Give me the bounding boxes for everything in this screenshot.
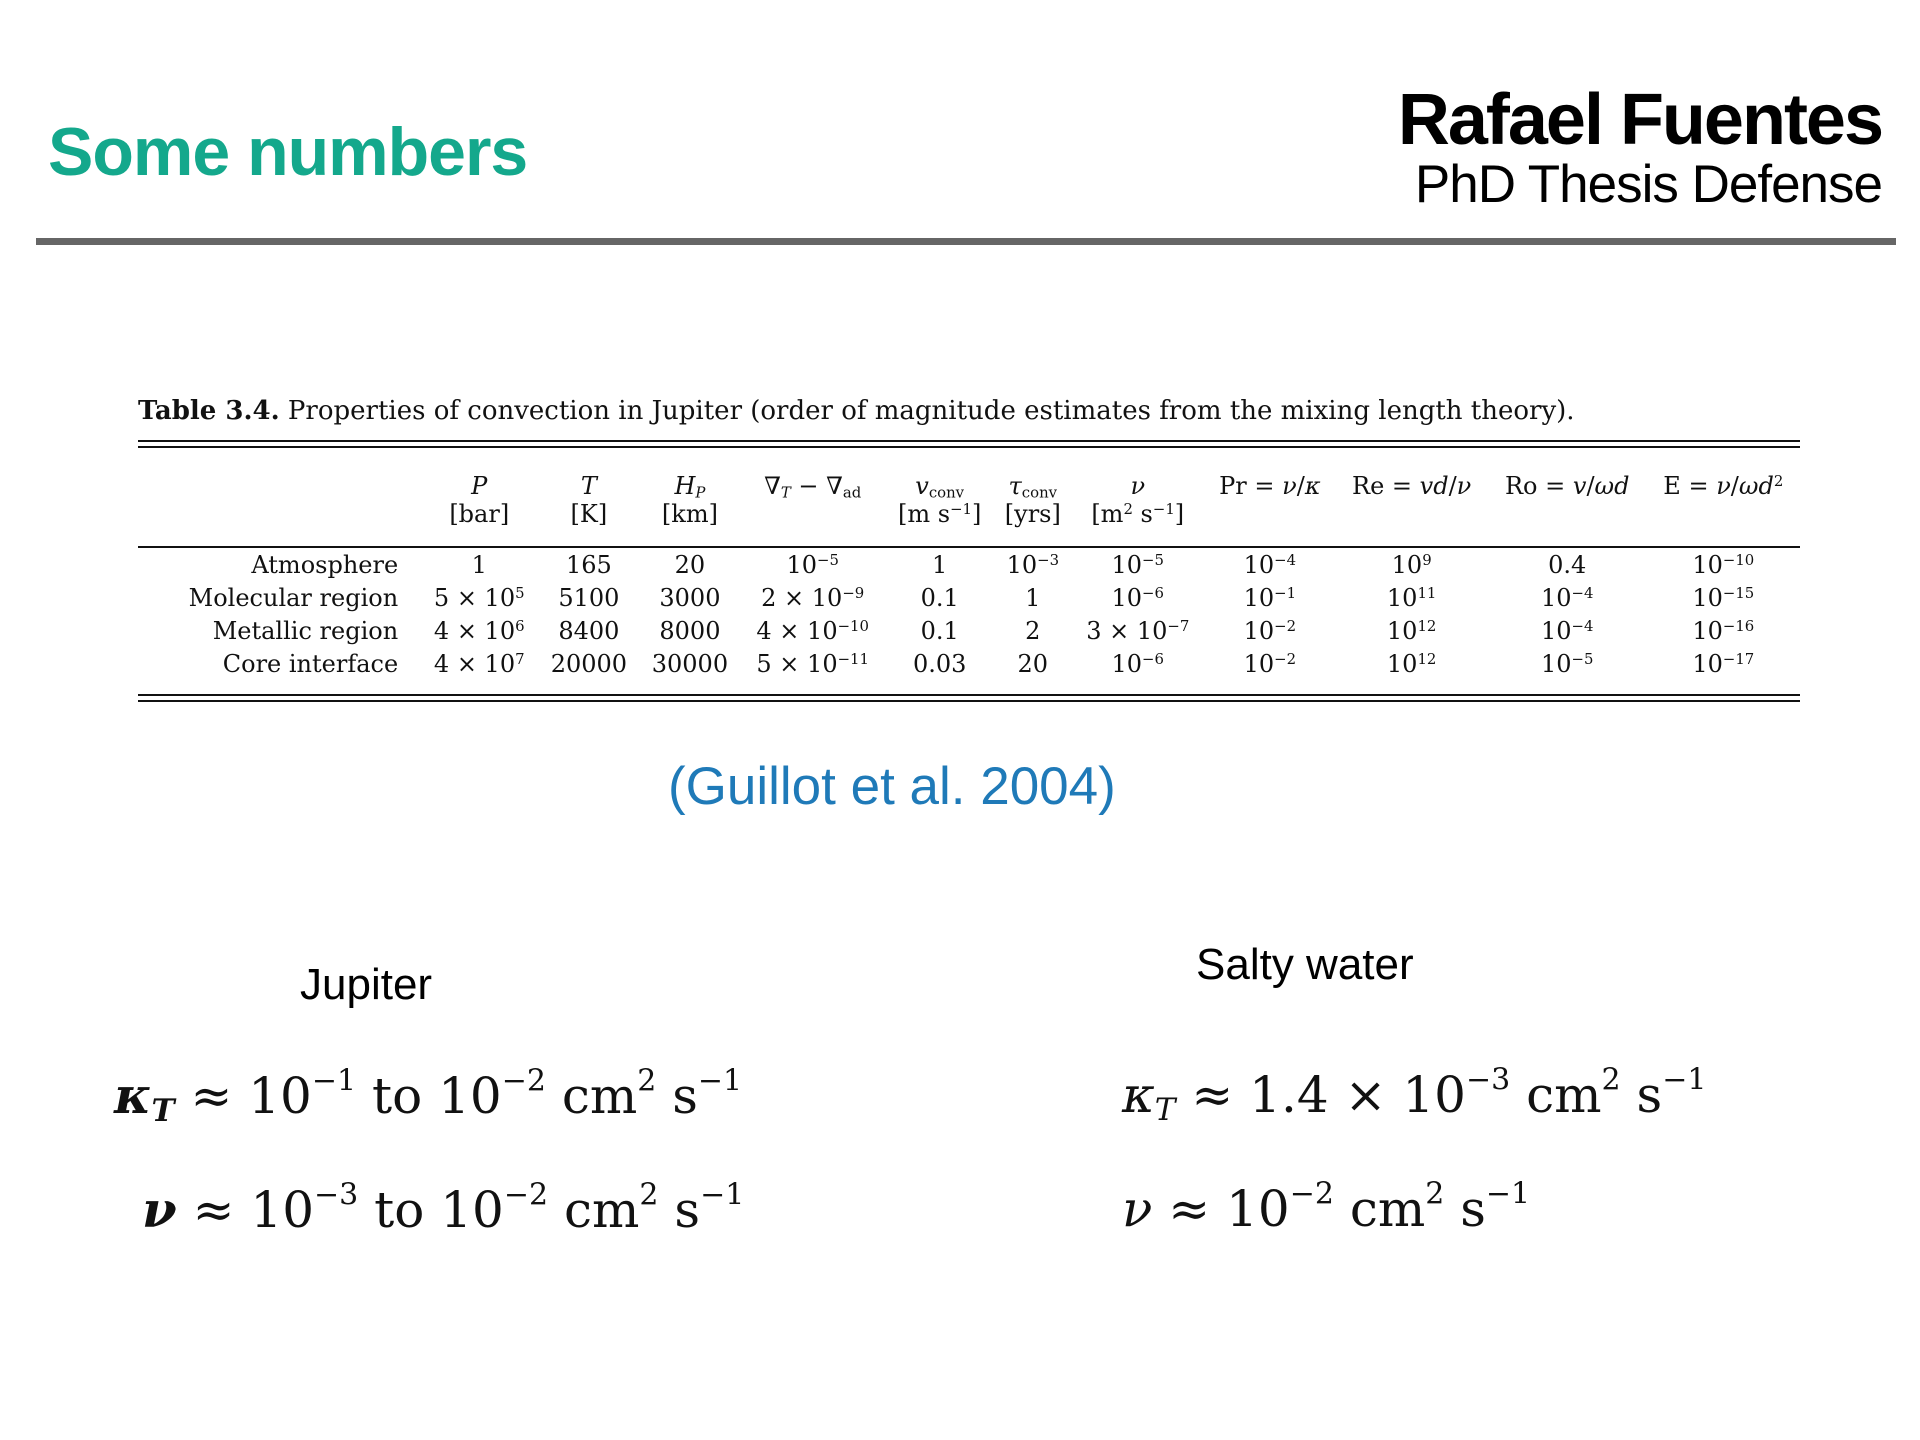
unit-pressure: [bar]: [449, 500, 510, 528]
table-cell: 165: [565, 550, 612, 579]
table-cell: $10^{-5}$: [786, 550, 839, 579]
table-cell: $3 \times 10^{-7}$: [1086, 616, 1190, 645]
table-row: [138, 581, 1800, 614]
table-cell: 0.1: [920, 583, 959, 612]
table-cell: 1: [1025, 583, 1041, 612]
table-cell: 8000: [659, 616, 721, 645]
table-header-row: [138, 448, 1800, 500]
column-header-ekman: $E = \nu/\omega d^2$: [1663, 471, 1784, 500]
column-header-rossby: Ro = v/ωd: [1504, 472, 1630, 500]
column-header-timescale: $\tau_{conv}$: [1008, 472, 1058, 502]
unit-velocity: [m $s^{-1}$]: [897, 499, 982, 528]
column-header-temperature: T: [580, 472, 597, 500]
table-cell: $5 \times 10^5$: [433, 583, 525, 612]
table-cell: $10^{-15}$: [1692, 583, 1755, 612]
slide-title: Some numbers: [48, 114, 528, 190]
table-row: [138, 548, 1800, 581]
jupiter-heading: Jupiter: [300, 960, 433, 1009]
table-cell: $10^{-4}$: [1540, 583, 1594, 612]
table-cell: $5 \times 10^{-11}$: [756, 649, 869, 678]
row-name: Metallic region: [212, 616, 399, 645]
table-cell: $10^{12}$: [1386, 649, 1437, 678]
author-name: Rafael Fuentes: [1397, 80, 1882, 160]
table-cell: $10^{-10}$: [1692, 550, 1755, 579]
author-block: [1397, 80, 1882, 214]
salty-water-nu-formula: $\nu \approx 10^{-2}$ $cm^2$ $s^{-1}$: [1122, 1176, 1531, 1238]
column-header-reynolds: Re = vd/ν: [1352, 472, 1472, 500]
table-cell: 2: [1025, 616, 1041, 645]
table-caption-text: Properties of convection in Jupiter (order of magnitude estimates from the mixing length theory).: [287, 396, 1575, 426]
table-cell: $10^{11}$: [1386, 583, 1437, 612]
table-cell: $10^{-6}$: [1111, 583, 1164, 612]
citation: (Guillot et al. 2004): [668, 757, 1116, 816]
table-cell: $10^{-2}$: [1243, 616, 1297, 645]
table-cell: $10^{-6}$: [1111, 649, 1164, 678]
column-header-viscosity: ν: [1130, 472, 1146, 500]
table-cell: $10^{-5}$: [1111, 550, 1164, 579]
table-cell: 8400: [558, 616, 620, 645]
table-cell: 3000: [659, 583, 721, 612]
table-cell: $10^{-5}$: [1540, 649, 1594, 678]
column-header-prandtl: Pr = ν/κ: [1219, 472, 1321, 500]
table-cell: $10^{-17}$: [1692, 649, 1755, 678]
table-cell: 0.1: [920, 616, 959, 645]
column-header-velocity: $v_{conv}$: [915, 472, 965, 502]
table-cell: $10^9$: [1391, 550, 1432, 579]
unit-scale-height: [km]: [661, 500, 718, 528]
table-cell: 1: [471, 550, 487, 579]
table-cell: 20: [674, 550, 706, 579]
table-bottom-rule: [138, 694, 1800, 702]
table-cell: 0.03: [912, 649, 967, 678]
table-cell: $10^{-4}$: [1540, 616, 1594, 645]
column-header-pressure: P: [471, 472, 488, 500]
table-cell: 30000: [651, 649, 729, 678]
table-cell: $2 \times 10^{-9}$: [761, 583, 865, 612]
table-top-rule: [138, 440, 1800, 448]
salty-water-heading: Salty water: [1196, 940, 1414, 989]
column-header-gradient: $\nabla_T - \nabla_{ad}$: [764, 472, 862, 502]
jupiter-kappa-formula: $\kappa_T \approx 10^{-1}$ to $10^{-2}$ $cm^2$ $s^{-1}$: [114, 1063, 743, 1129]
unit-viscosity: [$m^2$ $s^{-1}$]: [1091, 499, 1185, 528]
row-name: Core interface: [222, 649, 399, 678]
table-row: [138, 647, 1800, 694]
table-cell: 20: [1017, 649, 1049, 678]
jupiter-nu-formula: $\nu \approx 10^{-3}$ to $10^{-2}$ $cm^2$ $s^{-1}$: [142, 1177, 745, 1239]
table-cell: $10^{-16}$: [1692, 616, 1755, 645]
table-cell: $4 \times 10^6$: [433, 616, 525, 645]
convection-table: [138, 396, 1800, 702]
author-subtitle: PhD Thesis Defense: [1414, 155, 1882, 214]
table-caption: [138, 396, 1800, 426]
table-cell: 5100: [558, 583, 620, 612]
column-header-scale-height: $H_P$: [674, 472, 706, 502]
table-cell: $10^{-4}$: [1243, 550, 1297, 579]
table-cell: 20000: [550, 649, 628, 678]
table-units-row: [138, 500, 1800, 546]
table-cell: $10^{-2}$: [1243, 649, 1297, 678]
table-cell: 0.4: [1548, 550, 1587, 579]
table-row: [138, 614, 1800, 647]
row-name: Atmosphere: [251, 550, 399, 579]
table-grid: [138, 448, 1800, 694]
table-cell: 1: [932, 550, 948, 579]
column-header-region: [138, 448, 420, 500]
table-cell: $10^{12}$: [1386, 616, 1437, 645]
table-caption-label: Table 3.4.: [138, 396, 280, 426]
row-name: Molecular region: [188, 583, 399, 612]
table-cell: $4 \times 10^7$: [433, 649, 525, 678]
header-divider: [36, 238, 1896, 245]
table-cell: $10^{-1}$: [1243, 583, 1297, 612]
table-cell: $10^{-3}$: [1006, 550, 1060, 579]
unit-temperature: [K]: [570, 500, 608, 528]
salty-water-kappa-formula: $\kappa_T \approx 1.4 \times 10^{-3}$ $cm^2$ $s^{-1}$: [1122, 1062, 1707, 1128]
unit-timescale: [yrs]: [1004, 500, 1061, 528]
table-cell: $4 \times 10^{-10}$: [756, 616, 869, 645]
